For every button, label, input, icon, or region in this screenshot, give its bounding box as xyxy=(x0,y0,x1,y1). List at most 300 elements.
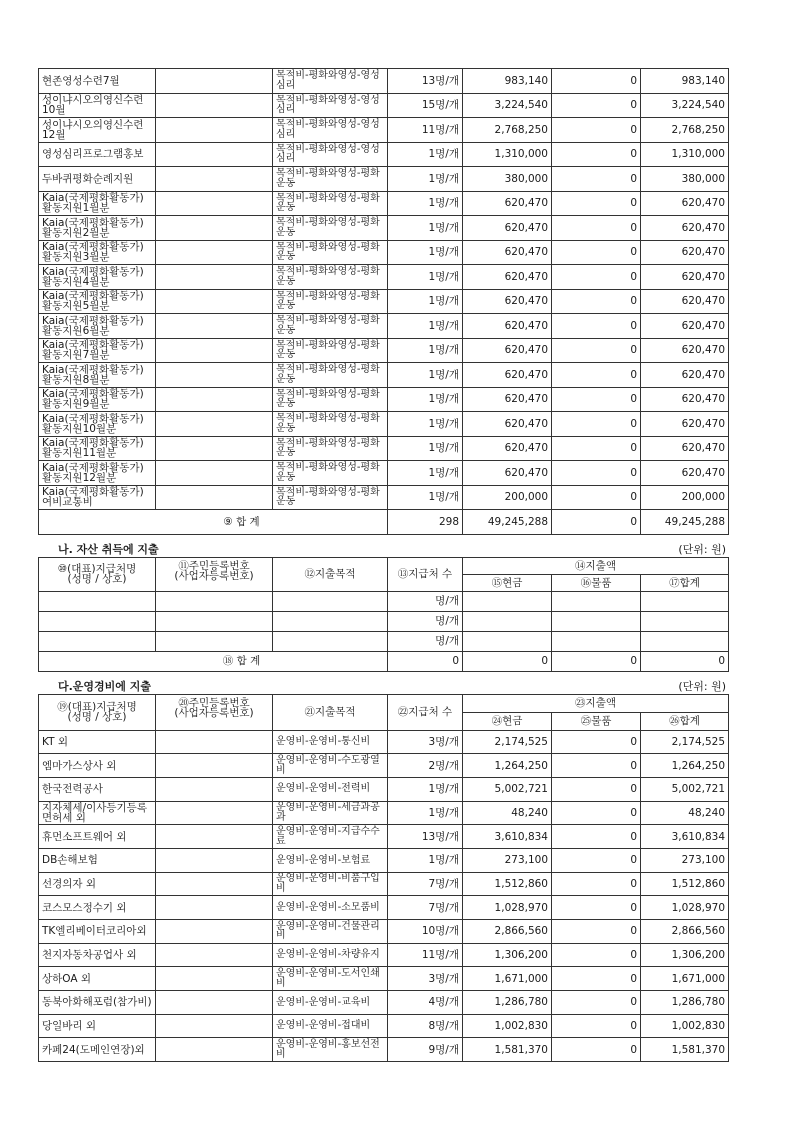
count-cell: 2명/개 xyxy=(388,754,463,778)
goods-cell: 0 xyxy=(552,848,641,872)
cash-cell: 620,470 xyxy=(463,338,552,363)
table-row xyxy=(39,967,729,991)
operating-section-header xyxy=(38,674,728,694)
table-row xyxy=(39,338,729,363)
total-goods: 0 xyxy=(552,510,641,535)
goods-cell: 0 xyxy=(552,754,641,778)
purpose-cell: 목적비-평화와영성-평화운동 xyxy=(273,412,388,437)
purpose-cell: 운영비-운영비-지급수수료 xyxy=(273,825,388,849)
goods-cell: 0 xyxy=(552,93,641,118)
goods-cell: 0 xyxy=(552,896,641,920)
total-cell: 620,470 xyxy=(641,314,729,339)
table-row xyxy=(39,1038,729,1062)
goods-cell: 0 xyxy=(552,872,641,896)
total-cell: 273,100 xyxy=(641,848,729,872)
cash-cell: 3,610,834 xyxy=(463,825,552,849)
cash-cell: 2,866,560 xyxy=(463,920,552,944)
count-cell: 1명/개 xyxy=(388,363,463,388)
reg-number-cell xyxy=(156,436,273,461)
payee-cell: 휴먼소프트웨어 외 xyxy=(39,825,156,849)
operating-section-title: 다.운영경비에 지출 xyxy=(58,679,152,693)
purpose-cell: 운영비-운영비-세금과공과 xyxy=(273,801,388,825)
purpose-cell: 목적비-평화와영성-평화운동 xyxy=(273,363,388,388)
payee-cell: 엠마가스상사 외 xyxy=(39,754,156,778)
total-cell: 620,470 xyxy=(641,191,729,216)
reg-number-cell xyxy=(156,1014,273,1038)
cash-cell: 3,224,540 xyxy=(463,93,552,118)
goods-cell: 0 xyxy=(552,920,641,944)
header-payee: ⑩(대표)지급처명 (성명 / 상호) xyxy=(39,557,156,591)
table-row xyxy=(39,848,729,872)
cash-cell: 2,174,525 xyxy=(463,730,552,754)
empty-cell xyxy=(552,631,641,651)
reg-number-cell xyxy=(156,191,273,216)
count-cell: 1명/개 xyxy=(388,436,463,461)
payee-cell: Kaia(국제평화활동가)활동지원3월분 xyxy=(39,240,156,265)
table-row xyxy=(39,754,729,778)
payee-cell: 상하OA 외 xyxy=(39,967,156,991)
count-cell: 1명/개 xyxy=(388,167,463,192)
table-row xyxy=(39,920,729,944)
header-reg: ⑳주민등록번호 (사업자등록번호) xyxy=(156,694,273,730)
payee-cell: Kaia(국제평화활동가)활동지원11월분 xyxy=(39,436,156,461)
header-amount: ⑭지출액 xyxy=(463,557,729,574)
count-cell: 1명/개 xyxy=(388,801,463,825)
asset-expense-total-row xyxy=(39,651,729,671)
header-cash: ㉔현금 xyxy=(463,712,552,730)
count-cell: 11명/개 xyxy=(388,118,463,143)
cash-cell: 1,286,780 xyxy=(463,991,552,1015)
count-cell: 11명/개 xyxy=(388,943,463,967)
table-row xyxy=(39,825,729,849)
reg-number-cell xyxy=(156,485,273,510)
empty-cell xyxy=(463,611,552,631)
total-cell: 1,286,780 xyxy=(641,991,729,1015)
cash-cell: 620,470 xyxy=(463,289,552,314)
table-row xyxy=(39,943,729,967)
goods-cell: 0 xyxy=(552,118,641,143)
count-cell: 3명/개 xyxy=(388,730,463,754)
header-purpose: ⑫지출목적 xyxy=(273,557,388,591)
operating-section-unit: (단위: 원) xyxy=(678,679,726,693)
cash-cell: 1,310,000 xyxy=(463,142,552,167)
count-cell: 10명/개 xyxy=(388,920,463,944)
header-cash: ⑮현금 xyxy=(463,574,552,591)
reg-number-cell xyxy=(156,363,273,388)
table-row xyxy=(39,801,729,825)
purpose-cell: 운영비-운영비-접대비 xyxy=(273,1014,388,1038)
goods-cell: 0 xyxy=(552,943,641,967)
goods-cell: 0 xyxy=(552,967,641,991)
count-cell: 명/개 xyxy=(388,611,463,631)
total-total: 49,245,288 xyxy=(641,510,729,535)
count-cell: 7명/개 xyxy=(388,896,463,920)
purpose-cell: 목적비-평화와영성-영성심리 xyxy=(273,93,388,118)
goods-cell: 0 xyxy=(552,167,641,192)
header-reg: ⑪주민등록번호 (사업자등록번호) xyxy=(156,557,273,591)
payee-cell: Kaia(국제평화활동가)활동지원7월분 xyxy=(39,338,156,363)
table-row xyxy=(39,412,729,437)
total-cell: 5,002,721 xyxy=(641,777,729,801)
payee-cell: 성이냐시오의영신수련12월 xyxy=(39,118,156,143)
cash-cell: 1,671,000 xyxy=(463,967,552,991)
reg-number-cell xyxy=(156,69,273,94)
payee-cell: 한국전력공사 xyxy=(39,777,156,801)
goods-cell: 0 xyxy=(552,216,641,241)
total-cell: 620,470 xyxy=(641,387,729,412)
total-goods: 0 xyxy=(552,651,641,671)
table-row xyxy=(39,69,729,94)
reg-number-cell xyxy=(156,848,273,872)
count-cell: 1명/개 xyxy=(388,338,463,363)
cash-cell: 620,470 xyxy=(463,265,552,290)
purpose-cell: 운영비-운영비-도서인쇄비 xyxy=(273,967,388,991)
empty-cell xyxy=(552,611,641,631)
count-cell: 1명/개 xyxy=(388,216,463,241)
total-cell: 2,866,560 xyxy=(641,920,729,944)
program-expense-rows xyxy=(39,69,729,510)
cash-cell: 1,002,830 xyxy=(463,1014,552,1038)
table-row xyxy=(39,631,729,651)
cash-cell: 1,028,970 xyxy=(463,896,552,920)
table-row xyxy=(39,991,729,1015)
count-cell: 1명/개 xyxy=(388,848,463,872)
count-cell: 9명/개 xyxy=(388,1038,463,1062)
total-cell: 620,470 xyxy=(641,240,729,265)
header-goods: ⑯물품 xyxy=(552,574,641,591)
goods-cell: 0 xyxy=(552,461,641,486)
goods-cell: 0 xyxy=(552,191,641,216)
empty-cell xyxy=(156,611,273,631)
goods-cell: 0 xyxy=(552,69,641,94)
reg-number-cell xyxy=(156,142,273,167)
total-cash: 49,245,288 xyxy=(463,510,552,535)
reg-number-cell xyxy=(156,1038,273,1062)
goods-cell: 0 xyxy=(552,1014,641,1038)
total-cell: 2,174,525 xyxy=(641,730,729,754)
reg-number-cell xyxy=(156,412,273,437)
total-cell: 620,470 xyxy=(641,289,729,314)
goods-cell: 0 xyxy=(552,240,641,265)
cash-cell: 1,264,250 xyxy=(463,754,552,778)
purpose-cell: 운영비-운영비-소모품비 xyxy=(273,896,388,920)
cash-cell: 1,512,860 xyxy=(463,872,552,896)
count-cell: 1명/개 xyxy=(388,142,463,167)
empty-cell xyxy=(156,591,273,611)
cash-cell: 2,768,250 xyxy=(463,118,552,143)
table-row xyxy=(39,730,729,754)
goods-cell: 0 xyxy=(552,730,641,754)
purpose-cell: 운영비-운영비-홍보선전비 xyxy=(273,1038,388,1062)
table-row xyxy=(39,387,729,412)
asset-section-title: 나. 자산 취득에 지출 xyxy=(58,542,159,556)
count-cell: 13명/개 xyxy=(388,825,463,849)
table-row xyxy=(39,485,729,510)
payee-cell: Kaia(국제평화활동가)여비교통비 xyxy=(39,485,156,510)
total-cell: 1,581,370 xyxy=(641,1038,729,1062)
cash-cell: 380,000 xyxy=(463,167,552,192)
table-row xyxy=(39,142,729,167)
reg-number-cell xyxy=(156,920,273,944)
reg-number-cell xyxy=(156,289,273,314)
reg-number-cell xyxy=(156,265,273,290)
count-cell: 1명/개 xyxy=(388,412,463,437)
asset-section-header xyxy=(38,537,728,557)
empty-cell xyxy=(463,591,552,611)
purpose-cell: 운영비-운영비-보험료 xyxy=(273,848,388,872)
cash-cell: 1,306,200 xyxy=(463,943,552,967)
table-row xyxy=(39,314,729,339)
purpose-cell: 목적비-평화와영성-영성심리 xyxy=(273,118,388,143)
total-cell: 620,470 xyxy=(641,338,729,363)
table-row xyxy=(39,1014,729,1038)
reg-number-cell xyxy=(156,967,273,991)
goods-cell: 0 xyxy=(552,314,641,339)
total-cell: 1,671,000 xyxy=(641,967,729,991)
reg-number-cell xyxy=(156,801,273,825)
goods-cell: 0 xyxy=(552,265,641,290)
payee-cell: 지자체세/이사등기등록면허세 외 xyxy=(39,801,156,825)
header-count: ⑬지급처 수 xyxy=(388,557,463,591)
cash-cell: 620,470 xyxy=(463,240,552,265)
empty-cell xyxy=(39,631,156,651)
cash-cell: 620,470 xyxy=(463,412,552,437)
purpose-cell: 목적비-평화와영성-평화운동 xyxy=(273,191,388,216)
total-cell: 983,140 xyxy=(641,69,729,94)
purpose-cell: 목적비-평화와영성-평화운동 xyxy=(273,216,388,241)
purpose-cell: 목적비-평화와영성-평화운동 xyxy=(273,265,388,290)
total-cell: 1,028,970 xyxy=(641,896,729,920)
count-cell: 1명/개 xyxy=(388,314,463,339)
purpose-cell: 운영비-운영비-건물관리비 xyxy=(273,920,388,944)
total-cell: 380,000 xyxy=(641,167,729,192)
count-cell: 1명/개 xyxy=(388,289,463,314)
purpose-cell: 목적비-평화와영성-영성심리 xyxy=(273,69,388,94)
goods-cell: 0 xyxy=(552,289,641,314)
purpose-cell: 운영비-운영비-교육비 xyxy=(273,991,388,1015)
total-cell: 2,768,250 xyxy=(641,118,729,143)
count-cell: 1명/개 xyxy=(388,240,463,265)
reg-number-cell xyxy=(156,240,273,265)
payee-cell: DB손해보험 xyxy=(39,848,156,872)
payee-cell: 천지자동차공업사 외 xyxy=(39,943,156,967)
purpose-cell: 목적비-평화와영성-평화운동 xyxy=(273,461,388,486)
total-cash: 0 xyxy=(463,651,552,671)
table-row xyxy=(39,363,729,388)
goods-cell: 0 xyxy=(552,436,641,461)
total-label: ⑱ 합 계 xyxy=(39,651,388,671)
total-count: 0 xyxy=(388,651,463,671)
payee-cell: Kaia(국제평화활동가)활동지원12월분 xyxy=(39,461,156,486)
table-row xyxy=(39,93,729,118)
payee-cell: 현존영성수련7월 xyxy=(39,69,156,94)
goods-cell: 0 xyxy=(552,1038,641,1062)
payee-cell: 선경의자 외 xyxy=(39,872,156,896)
empty-cell xyxy=(641,631,729,651)
count-cell: 1명/개 xyxy=(388,387,463,412)
header-total: ⑰합계 xyxy=(641,574,729,591)
reg-number-cell xyxy=(156,825,273,849)
purpose-cell: 운영비-운영비-비품구입비 xyxy=(273,872,388,896)
empty-cell xyxy=(641,611,729,631)
cash-cell: 273,100 xyxy=(463,848,552,872)
goods-cell: 0 xyxy=(552,363,641,388)
reg-number-cell xyxy=(156,991,273,1015)
payee-cell: 당일바리 외 xyxy=(39,1014,156,1038)
table-row xyxy=(39,872,729,896)
table-row xyxy=(39,118,729,143)
purpose-cell: 운영비-운영비-전력비 xyxy=(273,777,388,801)
empty-cell xyxy=(156,631,273,651)
payee-cell: Kaia(국제평화활동가)활동지원1월분 xyxy=(39,191,156,216)
reg-number-cell xyxy=(156,387,273,412)
cash-cell: 620,470 xyxy=(463,387,552,412)
empty-cell xyxy=(273,591,388,611)
cash-cell: 5,002,721 xyxy=(463,777,552,801)
total-label: ⑨ 합 계 xyxy=(39,510,388,535)
reg-number-cell xyxy=(156,943,273,967)
reg-number-cell xyxy=(156,896,273,920)
count-cell: 명/개 xyxy=(388,591,463,611)
reg-number-cell xyxy=(156,167,273,192)
total-count: 298 xyxy=(388,510,463,535)
cash-cell: 620,470 xyxy=(463,363,552,388)
total-total: 0 xyxy=(641,651,729,671)
goods-cell: 0 xyxy=(552,485,641,510)
total-cell: 200,000 xyxy=(641,485,729,510)
payee-cell: 영성심리프로그램홍보 xyxy=(39,142,156,167)
count-cell: 13명/개 xyxy=(388,69,463,94)
header-amount: ㉓지출액 xyxy=(463,694,729,712)
payee-cell: 동북아화해포럼(참가비) xyxy=(39,991,156,1015)
payee-cell: TK엘리베이터코리아외 xyxy=(39,920,156,944)
count-cell: 8명/개 xyxy=(388,1014,463,1038)
table-row xyxy=(39,265,729,290)
document-page xyxy=(38,68,728,1062)
count-cell: 1명/개 xyxy=(388,191,463,216)
payee-cell: Kaia(국제평화활동가)활동지원6월분 xyxy=(39,314,156,339)
total-cell: 620,470 xyxy=(641,412,729,437)
purpose-cell: 목적비-평화와영성-평화운동 xyxy=(273,338,388,363)
table-row xyxy=(39,777,729,801)
operating-expense-rows xyxy=(39,730,729,1062)
reg-number-cell xyxy=(156,338,273,363)
total-cell: 1,002,830 xyxy=(641,1014,729,1038)
purpose-cell: 목적비-평화와영성-평화운동 xyxy=(273,314,388,339)
table-row xyxy=(39,611,729,631)
table-row xyxy=(39,240,729,265)
count-cell: 4명/개 xyxy=(388,991,463,1015)
goods-cell: 0 xyxy=(552,412,641,437)
count-cell: 1명/개 xyxy=(388,485,463,510)
header-goods: ㉕물품 xyxy=(552,712,641,730)
count-cell: 3명/개 xyxy=(388,967,463,991)
goods-cell: 0 xyxy=(552,387,641,412)
cash-cell: 620,470 xyxy=(463,191,552,216)
total-cell: 620,470 xyxy=(641,461,729,486)
purpose-cell: 운영비-운영비-수도광열비 xyxy=(273,754,388,778)
program-expense-total-row xyxy=(39,510,729,535)
payee-cell: 카페24(도메인연장)외 xyxy=(39,1038,156,1062)
reg-number-cell xyxy=(156,93,273,118)
count-cell: 1명/개 xyxy=(388,461,463,486)
empty-cell xyxy=(39,591,156,611)
asset-expense-rows xyxy=(39,591,729,651)
purpose-cell: 목적비-평화와영성-평화운동 xyxy=(273,289,388,314)
goods-cell: 0 xyxy=(552,777,641,801)
payee-cell: Kaia(국제평화활동가)활동지원8월분 xyxy=(39,363,156,388)
count-cell: 1명/개 xyxy=(388,777,463,801)
operating-expense-table xyxy=(38,694,729,1063)
payee-cell: Kaia(국제평화활동가)활동지원2월분 xyxy=(39,216,156,241)
total-cell: 620,470 xyxy=(641,216,729,241)
table-row xyxy=(39,289,729,314)
cash-cell: 983,140 xyxy=(463,69,552,94)
cash-cell: 1,581,370 xyxy=(463,1038,552,1062)
payee-cell: KT 외 xyxy=(39,730,156,754)
cash-cell: 620,470 xyxy=(463,314,552,339)
cash-cell: 48,240 xyxy=(463,801,552,825)
empty-cell xyxy=(273,611,388,631)
table-row xyxy=(39,591,729,611)
program-expense-table xyxy=(38,68,729,535)
payee-cell: Kaia(국제평화활동가)활동지원4월분 xyxy=(39,265,156,290)
empty-cell xyxy=(641,591,729,611)
table-row xyxy=(39,436,729,461)
empty-cell xyxy=(273,631,388,651)
reg-number-cell xyxy=(156,777,273,801)
reg-number-cell xyxy=(156,730,273,754)
total-cell: 620,470 xyxy=(641,436,729,461)
total-cell: 1,310,000 xyxy=(641,142,729,167)
count-cell: 1명/개 xyxy=(388,265,463,290)
goods-cell: 0 xyxy=(552,142,641,167)
payee-cell: 성이냐시오의영신수련10월 xyxy=(39,93,156,118)
purpose-cell: 목적비-평화와영성-영성심리 xyxy=(273,142,388,167)
reg-number-cell xyxy=(156,118,273,143)
goods-cell: 0 xyxy=(552,801,641,825)
payee-cell: Kaia(국제평화활동가)활동지원5월분 xyxy=(39,289,156,314)
count-cell: 7명/개 xyxy=(388,872,463,896)
payee-cell: 코스모스정수기 외 xyxy=(39,896,156,920)
table-row xyxy=(39,461,729,486)
purpose-cell: 목적비-평화와영성-평화운동 xyxy=(273,240,388,265)
cash-cell: 620,470 xyxy=(463,461,552,486)
goods-cell: 0 xyxy=(552,338,641,363)
empty-cell xyxy=(463,631,552,651)
empty-cell xyxy=(552,591,641,611)
goods-cell: 0 xyxy=(552,825,641,849)
total-cell: 1,264,250 xyxy=(641,754,729,778)
header-total: ㉖합계 xyxy=(641,712,729,730)
table-row xyxy=(39,216,729,241)
goods-cell: 0 xyxy=(552,991,641,1015)
purpose-cell: 목적비-평화와영성-평화운동 xyxy=(273,167,388,192)
reg-number-cell xyxy=(156,754,273,778)
header-payee: ⑲(대표)지급처명 (성명 / 상호) xyxy=(39,694,156,730)
reg-number-cell xyxy=(156,314,273,339)
asset-section-unit: (단위: 원) xyxy=(678,542,726,556)
table-row xyxy=(39,896,729,920)
cash-cell: 620,470 xyxy=(463,216,552,241)
cash-cell: 620,470 xyxy=(463,436,552,461)
total-cell: 1,306,200 xyxy=(641,943,729,967)
header-purpose: ㉑지출목적 xyxy=(273,694,388,730)
total-cell: 3,224,540 xyxy=(641,93,729,118)
payee-cell: 두바퀴평화순례지원 xyxy=(39,167,156,192)
header-count: ㉒지급처 수 xyxy=(388,694,463,730)
reg-number-cell xyxy=(156,872,273,896)
